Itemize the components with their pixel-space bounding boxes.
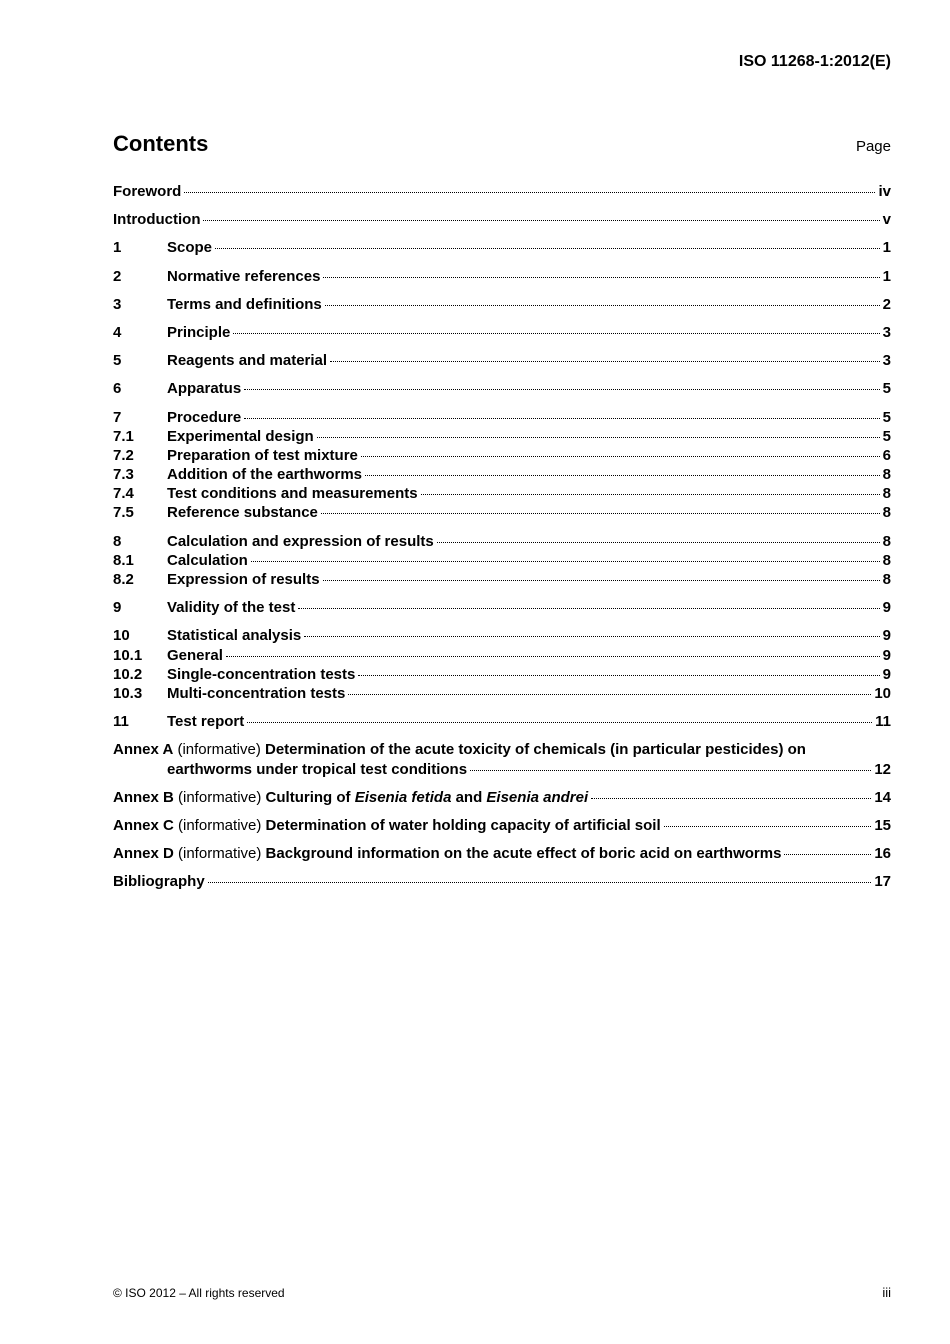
toc-annex-d[interactable]	[113, 844, 891, 863]
toc-entry-3[interactable]	[113, 295, 891, 314]
toc-entry-page: 8	[882, 485, 891, 503]
dot-leader	[208, 881, 872, 883]
dot-leader	[358, 674, 879, 676]
species-name: Eisenia andrei	[486, 788, 589, 806]
annex-title-conjunction: and	[455, 788, 483, 806]
toc-entry-title: Reagents and material	[167, 352, 328, 370]
toc-entry-page: 8	[882, 466, 891, 484]
annex-title: Culturing of	[265, 788, 351, 806]
toc-entry-page: 11	[875, 713, 891, 731]
toc-entry-page: 9	[882, 665, 891, 683]
toc-entry-8-1[interactable]	[113, 551, 891, 570]
toc-entry-10[interactable]	[113, 626, 891, 645]
toc-entry-number: 10.2	[113, 665, 143, 683]
annex-title: Determination of water holding capacity of artificial soil	[265, 816, 661, 834]
dot-leader	[203, 219, 879, 221]
annex-type: (informative)	[178, 845, 262, 863]
toc-entry-number: 7	[113, 408, 122, 426]
toc-entry-title: Preparation of test mixture	[167, 446, 358, 464]
toc-annex-a-line1[interactable]	[113, 740, 891, 759]
toc-entry-number: 1	[113, 239, 122, 257]
toc-entry-page: 16	[874, 845, 891, 863]
annex-type: (informative)	[178, 788, 262, 806]
toc-entry-title: Multi-concentration tests	[167, 684, 346, 702]
annex-label: Annex B	[113, 788, 174, 806]
toc-entry-title: Addition of the earthworms	[167, 466, 362, 484]
dot-leader	[784, 853, 871, 855]
dot-leader	[325, 304, 880, 306]
toc-entry-1[interactable]	[113, 238, 891, 257]
dot-leader	[233, 332, 879, 334]
dot-leader	[323, 276, 879, 278]
toc-entry-title: Procedure	[167, 408, 242, 426]
toc-entry-7-1[interactable]	[113, 427, 891, 446]
dot-leader	[226, 655, 880, 657]
table-of-contents	[113, 182, 891, 891]
dot-leader	[184, 191, 875, 193]
dot-leader	[591, 797, 871, 799]
annex-type: (informative)	[177, 741, 261, 759]
toc-entry-title: Principle	[167, 323, 231, 341]
dot-leader	[247, 721, 872, 723]
toc-entry-number: 9	[113, 599, 122, 617]
toc-entry-page: 17	[874, 873, 891, 891]
toc-entry-title: Single-concentration tests	[167, 665, 356, 683]
toc-entry-page: 15	[874, 816, 891, 834]
toc-entry-page: 14	[874, 788, 891, 806]
toc-entry-title: Expression of results	[167, 571, 320, 588]
toc-entry-title: Normative references	[167, 267, 321, 285]
dot-leader	[330, 360, 880, 362]
toc-entry-7-5[interactable]	[113, 503, 891, 522]
toc-annex-b[interactable]	[113, 788, 891, 807]
toc-entry-9[interactable]	[113, 598, 891, 617]
species-name: Eisenia fetida	[354, 788, 452, 806]
dot-leader	[664, 825, 872, 827]
toc-entry-6[interactable]	[113, 379, 891, 398]
dot-leader	[215, 247, 880, 249]
toc-entry-title: Validity of the test	[167, 599, 296, 617]
toc-entry-10-1[interactable]	[113, 646, 891, 665]
dot-leader	[348, 693, 871, 695]
document-code: ISO 11268-1:2012(E)	[738, 53, 891, 70]
toc-entry-title: Experimental design	[167, 427, 314, 445]
toc-entry-2[interactable]	[113, 267, 891, 286]
toc-entry-number: 10.1	[113, 646, 143, 664]
toc-entry-number: 7.2	[113, 446, 134, 464]
annex-label: Annex C	[113, 816, 174, 834]
toc-entry-page: 3	[882, 352, 891, 370]
toc-entry-title: Reference substance	[167, 504, 318, 522]
toc-entry-number: 7.1	[113, 427, 134, 445]
toc-entry-number: 2	[113, 267, 122, 285]
toc-entry-number: 11	[113, 713, 129, 731]
toc-entry-number: 8	[113, 532, 122, 550]
toc-entry-7[interactable]	[113, 408, 891, 427]
toc-entry-page: 8	[882, 571, 891, 588]
toc-entry-page: 5	[882, 427, 891, 445]
toc-entry-page: 3	[882, 323, 891, 341]
dot-leader	[361, 455, 880, 457]
toc-entry-page: 2	[882, 295, 891, 313]
dot-leader	[323, 579, 880, 581]
dot-leader	[365, 474, 880, 476]
toc-entry-title: Terms and definitions	[167, 295, 322, 313]
copyright-notice: © ISO 2012 – All rights reserved	[113, 1286, 285, 1300]
annex-type: (informative)	[178, 816, 262, 834]
toc-annex-c[interactable]	[113, 816, 891, 835]
toc-entry-page: 12	[874, 760, 891, 778]
toc-entry-bibliography[interactable]	[113, 872, 891, 891]
toc-entry-page: 6	[882, 446, 891, 464]
toc-entry-page: iv	[878, 183, 891, 200]
dot-leader	[437, 541, 880, 543]
toc-entry-number: 10.3	[113, 684, 143, 702]
toc-entry-number: 8.2	[113, 571, 134, 588]
toc-entry-page: 8	[882, 532, 891, 550]
annex-title-continued: earthworms under tropical test conditions	[167, 760, 468, 778]
annex-label: Annex D	[113, 845, 174, 863]
toc-entry-11[interactable]	[113, 712, 891, 731]
dot-leader	[244, 388, 879, 390]
toc-entry-number: 4	[113, 323, 122, 341]
toc-entry-10-2[interactable]	[113, 665, 891, 684]
annex-label: Annex A	[113, 741, 174, 759]
toc-entry-page: 9	[882, 627, 891, 645]
toc-entry-number: 3	[113, 295, 122, 313]
toc-entry-page: 9	[882, 646, 891, 664]
toc-entry-number: 8.1	[113, 551, 134, 569]
page-column-label: Page	[855, 138, 891, 155]
dot-leader	[321, 512, 880, 514]
dot-leader	[470, 769, 871, 771]
dot-leader	[251, 560, 880, 562]
toc-entry-title: Scope	[167, 239, 213, 257]
toc-entry-title: General	[167, 646, 223, 664]
contents-heading: Contents	[113, 131, 209, 156]
toc-entry-7-2[interactable]	[113, 446, 891, 465]
toc-entry-page: 8	[882, 504, 891, 522]
toc-entry-page: v	[882, 211, 891, 229]
toc-entry-page: 8	[882, 551, 891, 569]
dot-leader	[317, 436, 880, 438]
toc-entry-8[interactable]	[113, 532, 891, 551]
toc-entry-7-4[interactable]	[113, 484, 891, 503]
toc-entry-introduction[interactable]	[113, 210, 891, 229]
toc-entry-number: 6	[113, 380, 122, 398]
toc-entry-page: 9	[882, 599, 891, 617]
toc-entry-number: 7.4	[113, 485, 134, 503]
annex-title: Determination of the acute toxicity of chemicals (in particular pesticides) on	[265, 741, 806, 759]
dot-leader	[304, 635, 879, 637]
page-number: iii	[882, 1285, 891, 1300]
dot-leader	[244, 417, 879, 419]
dot-leader	[421, 493, 880, 495]
toc-entry-title: Test conditions and measurements	[167, 485, 418, 503]
toc-entry-number: 5	[113, 352, 122, 370]
toc-entry-title: Statistical analysis	[167, 627, 302, 645]
toc-entry-page: 1	[882, 267, 891, 285]
toc-entry-page: 10	[874, 684, 891, 702]
toc-entry-title: Test report	[167, 713, 245, 731]
toc-entry-8-2[interactable]	[113, 570, 891, 589]
toc-entry-number: 10	[113, 627, 130, 645]
toc-entry-page: 1	[882, 239, 891, 257]
toc-entry-number: 7.5	[113, 504, 134, 522]
toc-entry-title: Foreword	[113, 183, 182, 200]
toc-entry-7-3[interactable]	[113, 465, 891, 484]
toc-entry-5[interactable]	[113, 351, 891, 370]
toc-entry-page: 5	[882, 380, 891, 398]
toc-entry-4[interactable]	[113, 323, 891, 342]
toc-entry-page: 5	[882, 408, 891, 426]
toc-entry-title: Bibliography	[113, 873, 205, 891]
toc-entry-title: Calculation and expression of results	[167, 532, 434, 550]
toc-entry-title: Calculation	[167, 551, 248, 569]
toc-entry-title: Apparatus	[167, 380, 242, 398]
toc-entry-number: 7.3	[113, 466, 134, 484]
annex-title: Background information on the acute effect of boric acid on earthworms	[265, 845, 782, 863]
toc-entry-10-3[interactable]	[113, 684, 891, 703]
toc-entry-title: Introduction	[113, 211, 201, 229]
dot-leader	[298, 607, 879, 609]
toc-annex-a-line2[interactable]	[113, 760, 891, 779]
toc-entry-foreword[interactable]	[113, 182, 891, 201]
